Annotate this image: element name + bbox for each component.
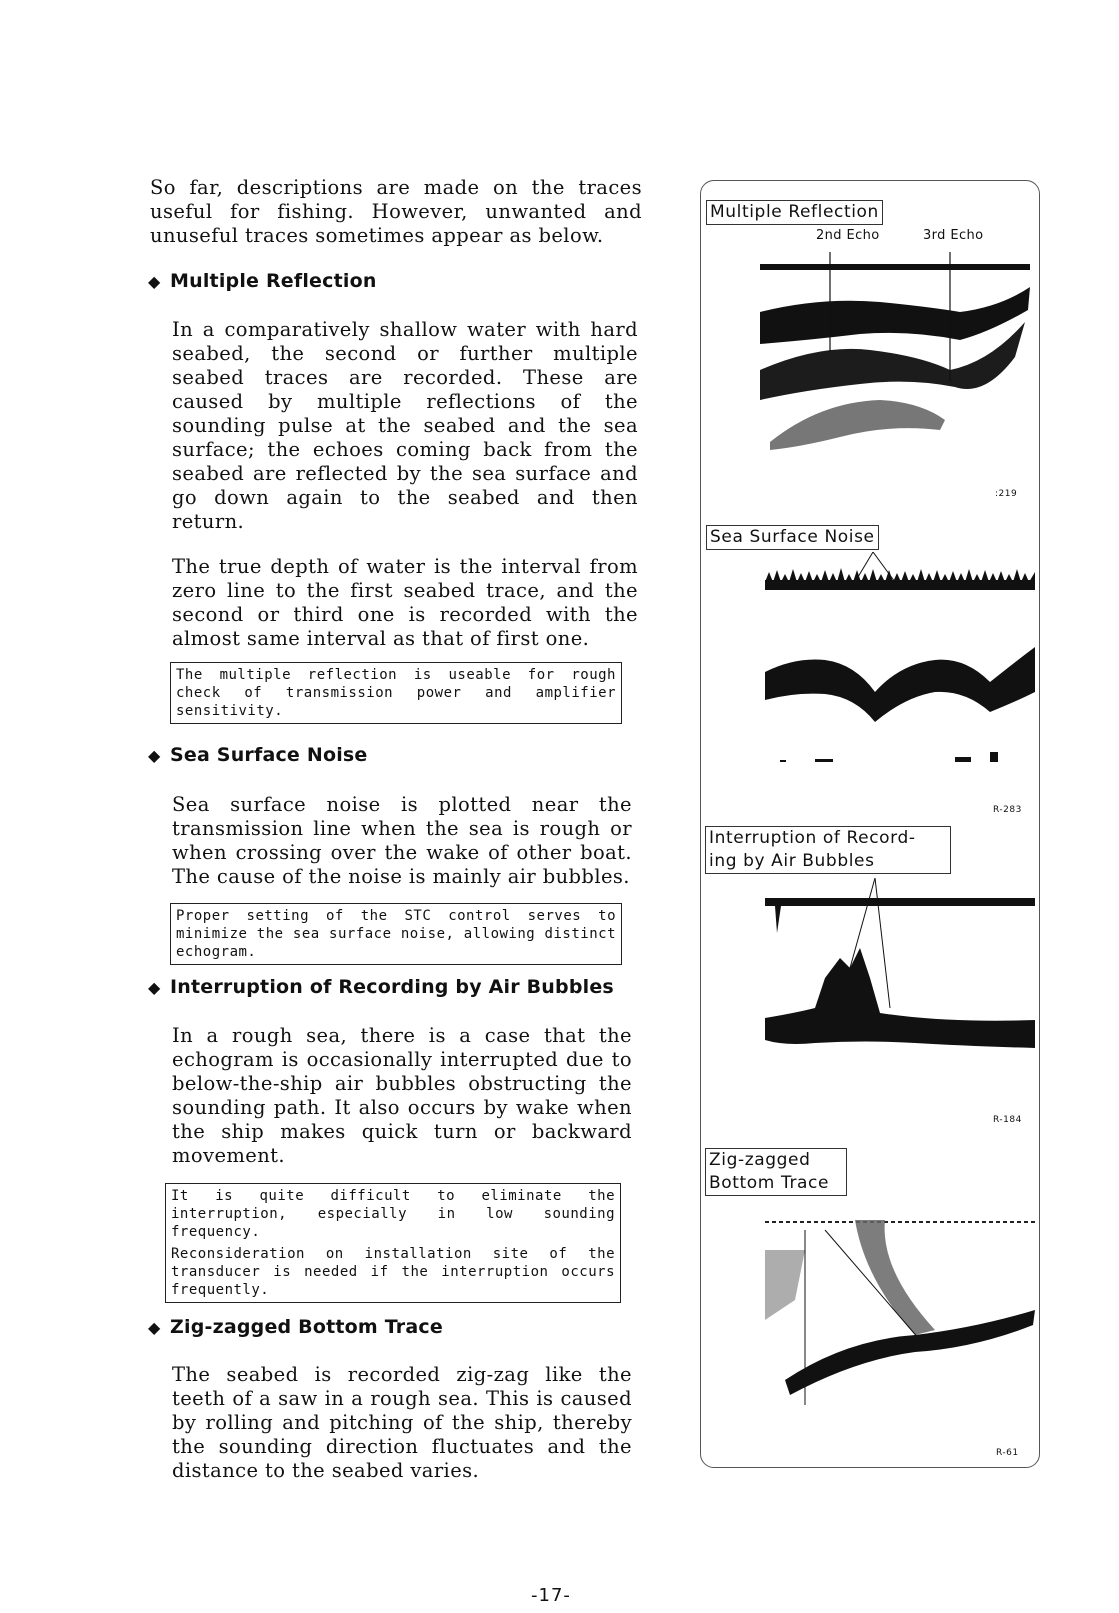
diamond-bullet-icon: ◆: [148, 272, 161, 291]
noise-mark: [815, 759, 833, 762]
bubble-shadow: [855, 1220, 935, 1335]
diamond-bullet-icon: ◆: [148, 746, 161, 765]
seabed-trace: [765, 948, 1035, 1048]
multiple-reflection-figure-label: Multiple Reflection: [706, 200, 883, 225]
zigzag-heading: [148, 1316, 443, 1338]
multiple-reflection-code: :219: [995, 489, 1018, 499]
interruption-note-text-2: Reconsideration on installation site of the transducer is needed if the interruption occurs frequently.: [171, 1246, 615, 1298]
multiple-reflection-paragraph-2: The true depth of water is the interval from zero line to the first seabed trace, and the second or third one is recorded with the almost same interval as that of first one.: [172, 555, 638, 650]
interruption-echogram: [765, 878, 1035, 1068]
interruption-figure-label-line-2: ing by Air Bubbles: [709, 851, 875, 871]
zigzag-figure-label: [705, 1148, 847, 1196]
interruption-note-text-1: It is quite difficult to eliminate the interruption, especially in low sounding frequency.: [171, 1188, 615, 1240]
interruption-code: R-184: [993, 1115, 1022, 1125]
noise-mark: [780, 760, 786, 762]
multiple-reflection-title: Multiple Reflection: [170, 270, 377, 292]
interruption-spike: [775, 906, 781, 933]
sea-surface-noise-note-text: Proper setting of the STC control serves to minimize the sea surface noise, allowing distinct echogram.: [176, 908, 616, 960]
second-echo-label: 2nd Echo: [816, 228, 880, 243]
first-seabed-trace: [760, 287, 1030, 344]
noise-mark: [955, 757, 971, 762]
third-echo-label: 3rd Echo: [923, 228, 984, 243]
sea-surface-noise-heading: [148, 744, 368, 766]
zigzag-figure-label-line-1: Zig-zagged: [709, 1150, 811, 1170]
zigzag-echogram: [765, 1210, 1035, 1420]
interruption-heading: [148, 976, 614, 998]
transmission-line: [760, 264, 1030, 270]
noise-mark: [990, 752, 998, 762]
zigzag-code: R-61: [996, 1448, 1019, 1458]
zigzag-paragraph: The seabed is recorded zig-zag like the teeth of a saw in a rough sea. This is caused by rolling and pitching of the ship, thereby the sounding direction fluctuates and the distance to the seabed varies.: [172, 1363, 632, 1482]
seabed-trace: [765, 647, 1035, 722]
multiple-reflection-echogram: [760, 252, 1030, 477]
sea-surface-noise-paragraph: Sea surface noise is plotted near the transmission line when the sea is rough or when crossing over the wake of other boat. The cause of the noise is mainly air bubbles.: [172, 793, 632, 888]
multiple-reflection-note: [170, 662, 622, 724]
sea-surface-noise-echogram: [765, 552, 1035, 792]
diamond-bullet-icon: ◆: [148, 978, 161, 997]
multiple-reflection-note-text: The multiple reflection is useable for rough check of transmission power and amplifier sensitivity.: [176, 667, 616, 719]
noise-pointer-right: [873, 552, 895, 582]
zigzag-title: Zig-zagged Bottom Trace: [170, 1316, 443, 1338]
sea-surface-noise-title: Sea Surface Noise: [170, 744, 368, 766]
sea-surface-noise-note: [170, 903, 622, 965]
multiple-reflection-paragraph-1: In a comparatively shallow water with hard seabed, the second or further multiple seabed traces are recorded. These are caused by multiple reflections of the sounding pulse at the seabed and the sea surface; the echoes coming back from the seabed are reflected by the sea surface and go down again to the seabed and then return.: [172, 318, 638, 533]
interruption-figure-label-line-1: Interruption of Record-: [709, 828, 916, 848]
intro-paragraph: So far, descriptions are made on the traces useful for fishing. However, unwanted and unuseful traces sometimes appear as below.: [150, 176, 642, 247]
interruption-figure-label: [705, 826, 951, 874]
transmission-line: [765, 898, 1035, 906]
sea-surface-noise-code: R-283: [993, 805, 1022, 815]
diamond-bullet-icon: ◆: [148, 1318, 161, 1337]
interruption-pointer-right: [875, 878, 890, 1008]
noise-cloud: [765, 1250, 805, 1320]
third-seabed-trace: [770, 400, 945, 450]
multiple-reflection-heading: [148, 270, 377, 292]
interruption-paragraph: In a rough sea, there is a case that the echogram is occasionally interrupted due to below-the-ship air bubbles obstructing the sounding path. It also occurs by wake when the ship makes quick turn or backward movement.: [172, 1024, 632, 1167]
surface-noise-spikes: [765, 568, 1035, 582]
zigzag-figure-label-line-2: Bottom Trace: [709, 1173, 830, 1193]
interruption-note: [165, 1183, 621, 1303]
sea-surface-noise-figure-label: Sea Surface Noise: [706, 525, 879, 550]
interruption-title: Interruption of Recording by Air Bubbles: [170, 976, 614, 998]
page-number: -17-: [531, 1585, 571, 1606]
